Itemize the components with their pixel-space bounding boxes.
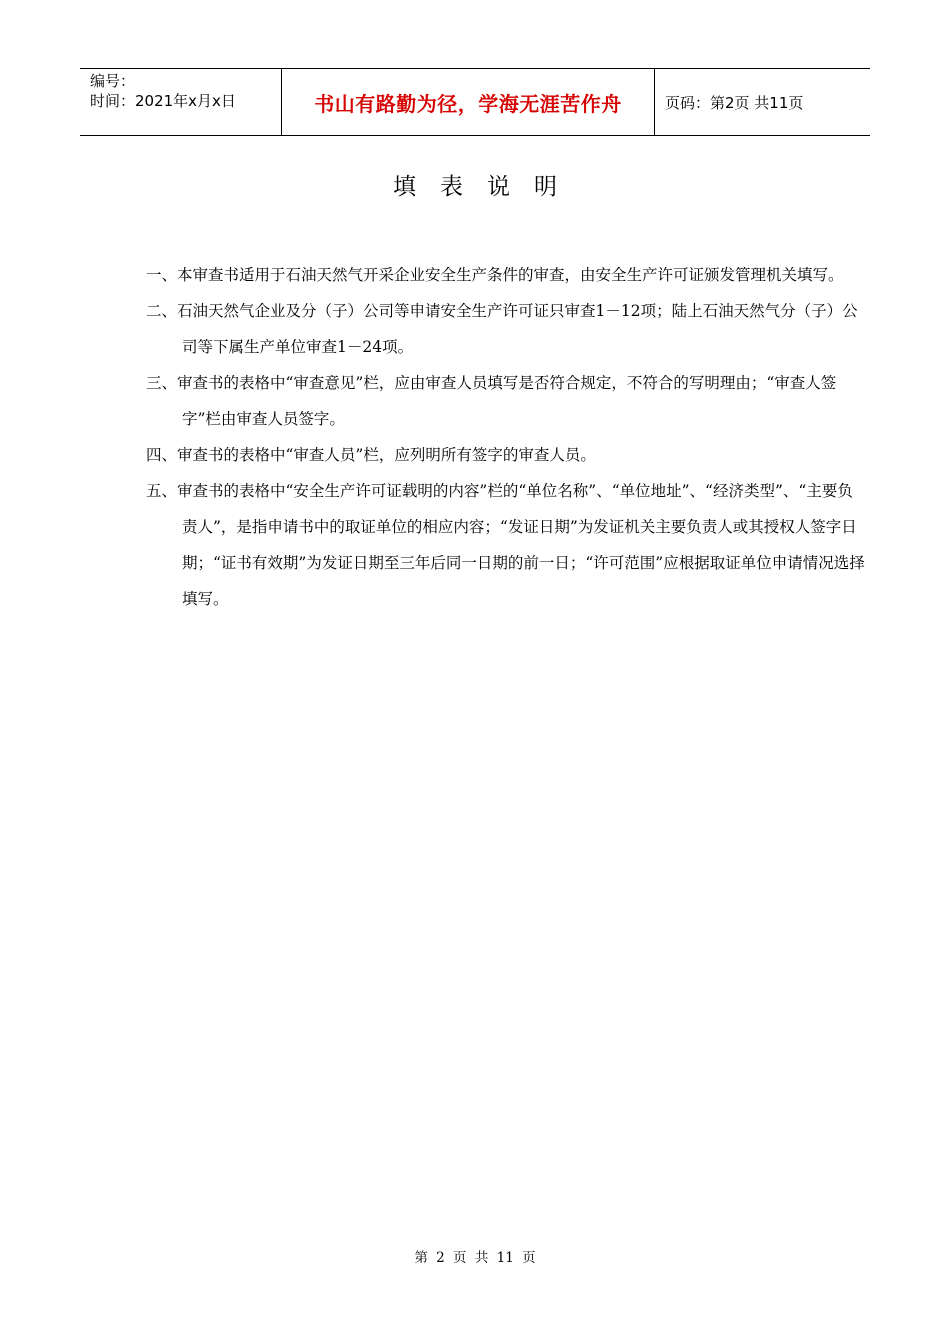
document-time-label: 时间：2021年x月x日 xyxy=(90,92,236,110)
header-table xyxy=(80,68,870,136)
header-page-info: 页码：第2页 共11页 xyxy=(665,93,804,112)
instruction-item-3: 三、审查书的表格中“审查意见”栏，应由审查人员填写是否符合规定，不符合的写明理由；“审查人签字”栏由审查人员签字。 xyxy=(146,374,837,428)
header-motto-cell xyxy=(282,69,655,135)
instruction-item-2: 二、石油天然气企业及分（子）公司等申请安全生产许可证只审查1－12项；陆上石油天然气分（子）公司等下属生产单位审查1－24项。 xyxy=(146,302,858,356)
instructions-list xyxy=(146,257,866,617)
page-title: 填表说明 xyxy=(393,174,581,200)
page-footer: 第 2 页 共 11 页 xyxy=(414,1250,536,1266)
header-page-cell xyxy=(655,69,870,135)
header-motto: 书山有路勤为径，学海无涯苦作舟 xyxy=(314,91,622,116)
instruction-item-1: 一、本审查书适用于石油天然气开采企业安全生产条件的审查，由安全生产许可证颁发管理机关填写。 xyxy=(146,266,844,284)
header-meta-cell xyxy=(80,69,282,135)
document-number-label: 编号： xyxy=(90,72,136,90)
instruction-item-4: 四、审查书的表格中“审查人员”栏，应列明所有签字的审查人员。 xyxy=(146,446,596,464)
instruction-item-5: 五、审查书的表格中“安全生产许可证载明的内容”栏的“单位名称”、“单位地址”、“经济类型”、“主要负责人”，是指申请书中的取证单位的相应内容；“发证日期”为发证机关主要负责人或其授权人签字日期；“证书有效期”为发证日期至三年后同一日期的前一日；“许可范围”应根据取证单位申请情况选择填写。 xyxy=(146,482,865,608)
